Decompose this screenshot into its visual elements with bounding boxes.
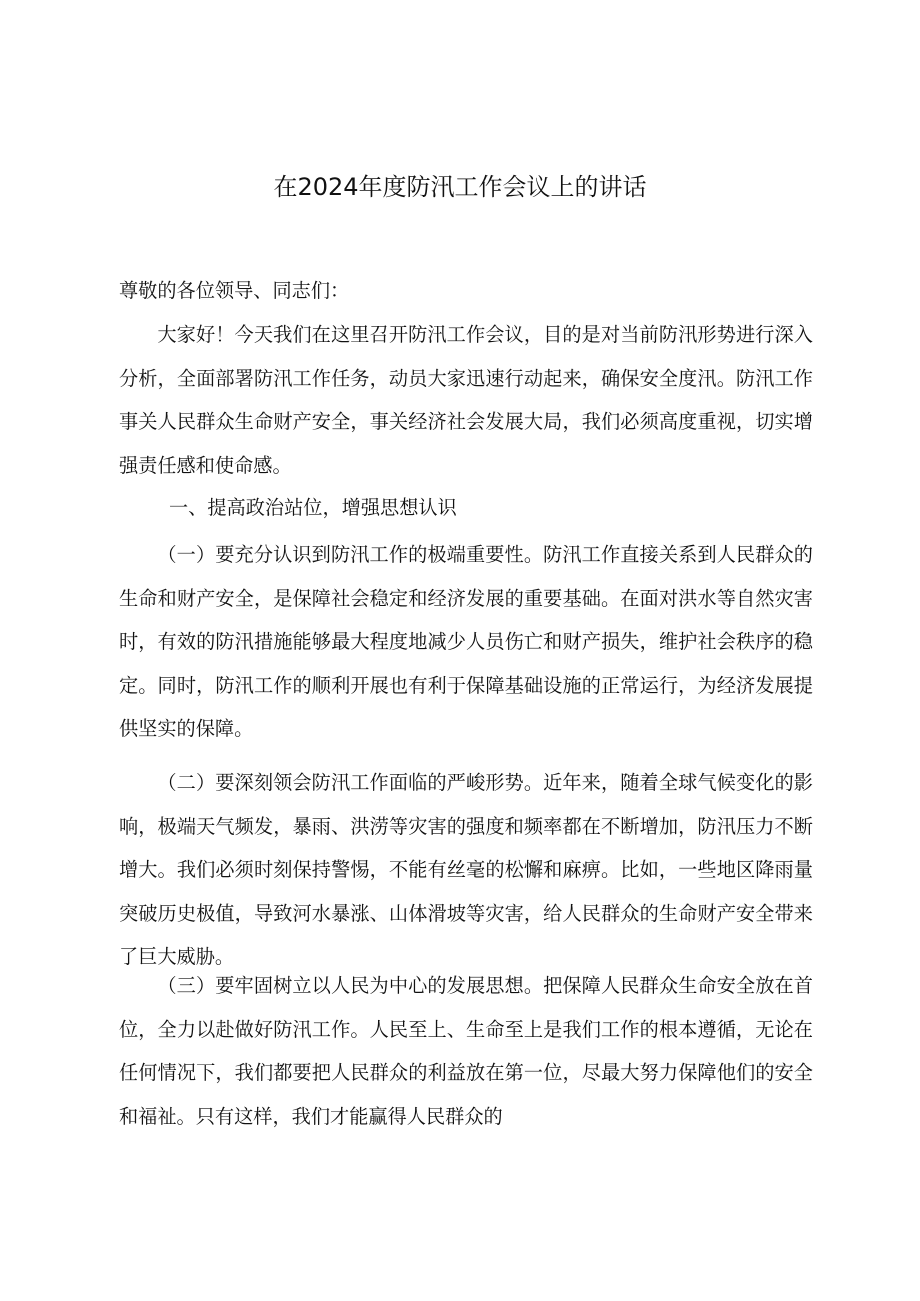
salutation: 尊敬的各位领导、同志们： [119,279,350,302]
paragraph-1: （一）要充分认识到防汛工作的极端重要性。防汛工作直接关系到人民群众的生命和财产安全，是保障社会稳定和经济发展的重要基础。在面对洪水等自然灾害时，有效的防汛措施能够最大程度地减少人员伤亡和财产损失，维护社会秩序的稳定。同时，防汛工作的顺利开展也有利于保障基础设施的正常运行，为经济发展提供坚实的保障。 [119,543,813,740]
paragraph-2: （二）要深刻领会防汛工作面临的严峻形势。近年来，随着全球气候变化的影响，极端天气频发，暴雨、洪涝等灾害的强度和频率都在不断增加，防汛压力不断增大。我们必须时刻保持警惕，不能有丝毫的松懈和麻痹。比如，一些地区降雨量突破历史极值，导致河水暴涨、山体滑坡等灾害，给人民群众的生命财产安全带来了巨大威胁。 [119,771,813,968]
section-heading: 一、提高政治站位，增强思想认识 [169,496,457,519]
intro-paragraph: 大家好！今天我们在这里召开防汛工作会议，目的是对当前防汛形势进行深入分析，全面部署防汛工作任务，动员大家迅速行动起来，确保安全度汛。防汛工作事关人民群众生命财产安全，事关经济社会发展大局，我们必须高度重视，切实增强责任感和使命感。 [119,323,813,477]
paragraph-3: （三）要牢固树立以人民为中心的发展思想。把保障人民群众生命安全放在首位，全力以赴做好防汛工作。人民至上、生命至上是我们工作的根本遵循，无论在任何情况下，我们都要把人民群众的利益放在第一位，尽最大努力保障他们的安全和福祉。只有这样，我们才能赢得人民群众的 [119,974,813,1128]
document-title: 在2024年度防汛工作会议上的讲话 [273,173,647,201]
